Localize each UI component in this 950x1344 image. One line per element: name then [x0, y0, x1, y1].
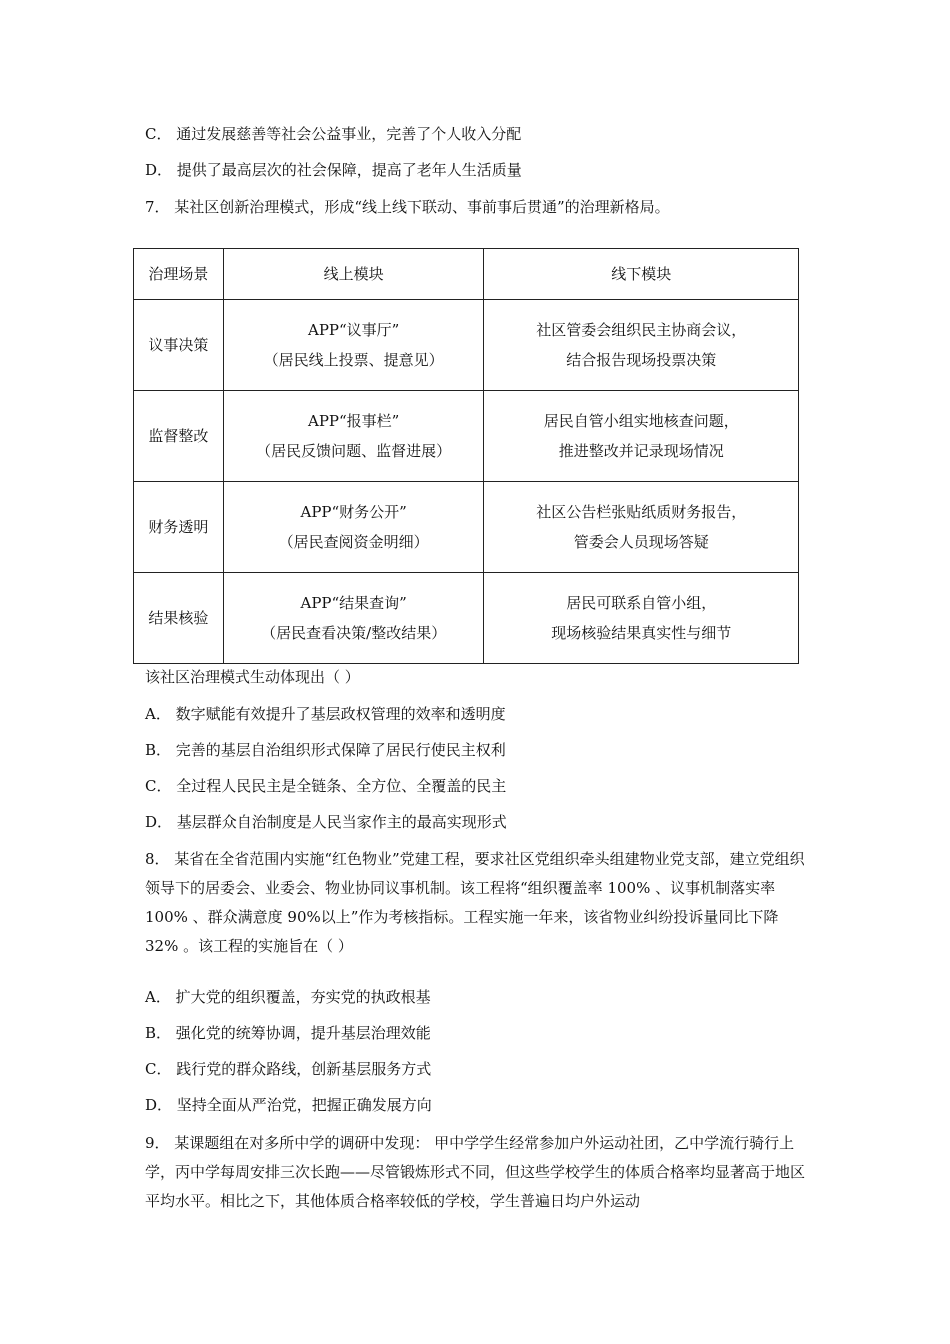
online-cell: [223, 300, 484, 391]
q7-option-a: A． 数字赋能有效提升了基层政权管理的效率和透明度: [145, 705, 506, 723]
q8-option-d: D． 坚持全面从严治党，把握正确发展方向: [145, 1096, 432, 1114]
offline-cell: [484, 482, 799, 573]
offline-line-2: 管委会人员现场答疑: [573, 533, 709, 551]
offline-cell: [484, 391, 799, 482]
table-row: [134, 482, 799, 573]
online-module-name: APP“报事栏”: [307, 412, 400, 430]
table-row: [134, 300, 799, 391]
offline-line-1: 社区管委会组织民主协商会议，: [536, 321, 747, 339]
header-scene: 治理场景: [134, 249, 224, 300]
online-cell: [223, 482, 484, 573]
offline-line-1: 居民可联系自管小组，: [566, 594, 717, 612]
online-module-desc: （居民查看决策/整改结果）: [261, 624, 447, 642]
q7-stem: 7． 某社区创新治理模式，形成“线上线下联动、事前事后贯通”的治理新格局。: [145, 198, 670, 216]
q8-option-a: A． 扩大党的组织覆盖，夯实党的执政根基: [145, 988, 431, 1006]
q7-option-b: B． 完善的基层自治组织形式保障了居民行使民主权利: [145, 741, 506, 759]
offline-line-1: 居民自管小组实地核查问题，: [543, 412, 739, 430]
q6-option-c: C． 通过发展慈善等社会公益事业，完善了个人收入分配: [145, 125, 522, 143]
offline-line-2: 现场核验结果真实性与细节: [551, 624, 732, 642]
offline-cell: [484, 573, 799, 664]
offline-line-1: 社区公告栏张贴纸质财务报告，: [536, 503, 747, 521]
q9-stem: 9． 某课题组在对多所中学的调研中发现： 甲中学学生经常参加户外运动社团，乙中学流行骑行上学，丙中学每周安排三次长跑——尽管锻炼形式不同，但这些学校学生的体质合格率均显著高于地区平均水平。相比之下，其他体质合格率较低的学校，学生普遍日均户外运动: [145, 1134, 806, 1210]
scene-cell: 议事决策: [134, 300, 224, 391]
scene-cell: 监督整改: [134, 391, 224, 482]
table-header-row: [134, 249, 799, 300]
online-module-name: APP“财务公开”: [300, 503, 407, 521]
online-cell: [223, 573, 484, 664]
header-offline: 线下模块: [484, 249, 799, 300]
online-module-name: APP“结果查询”: [300, 594, 407, 612]
q8-stem: 8． 某省在全省范围内实施“红色物业”党建工程，要求社区党组织牵头组建物业党支部，建立党组织领导下的居委会、业委会、物业协同议事机制。该工程将“组织覆盖率 100% 、议事机制落实率 100% 、群众满意度 90%以上”作为考核指标。工程实施一年来，该省物业纠纷投诉量同比下降 32% 。该工程的实施旨在（ ）: [145, 850, 805, 955]
scene-cell: 财务透明: [134, 482, 224, 573]
q7-option-d: D． 基层群众自治制度是人民当家作主的最高实现形式: [145, 813, 507, 831]
header-online: 线上模块: [223, 249, 484, 300]
online-cell: [223, 391, 484, 482]
scene-cell: 结果核验: [134, 573, 224, 664]
online-module-name: APP“议事厅”: [307, 321, 400, 339]
offline-line-2: 结合报告现场投票决策: [566, 351, 717, 369]
table-row: [134, 573, 799, 664]
online-module-desc: （居民反馈问题、监督进展）: [256, 442, 452, 460]
q8-option-b: B． 强化党的统筹协调，提升基层治理效能: [145, 1024, 431, 1042]
online-module-desc: （居民线上投票、提意见）: [263, 351, 444, 369]
offline-cell: [484, 300, 799, 391]
q6-option-d: D． 提供了最高层次的社会保障，提高了老年人生活质量: [145, 161, 522, 179]
q8-option-c: C． 践行党的群众路线，创新基层服务方式: [145, 1060, 432, 1078]
governance-table: [133, 248, 799, 664]
q7-question: 该社区治理模式生动体现出（ ）: [145, 668, 360, 686]
offline-line-2: 推进整改并记录现场情况: [558, 442, 724, 460]
q7-option-c: C． 全过程人民民主是全链条、全方位、全覆盖的民主: [145, 777, 507, 795]
online-module-desc: （居民查阅资金明细）: [278, 533, 429, 551]
table-row: [134, 391, 799, 482]
